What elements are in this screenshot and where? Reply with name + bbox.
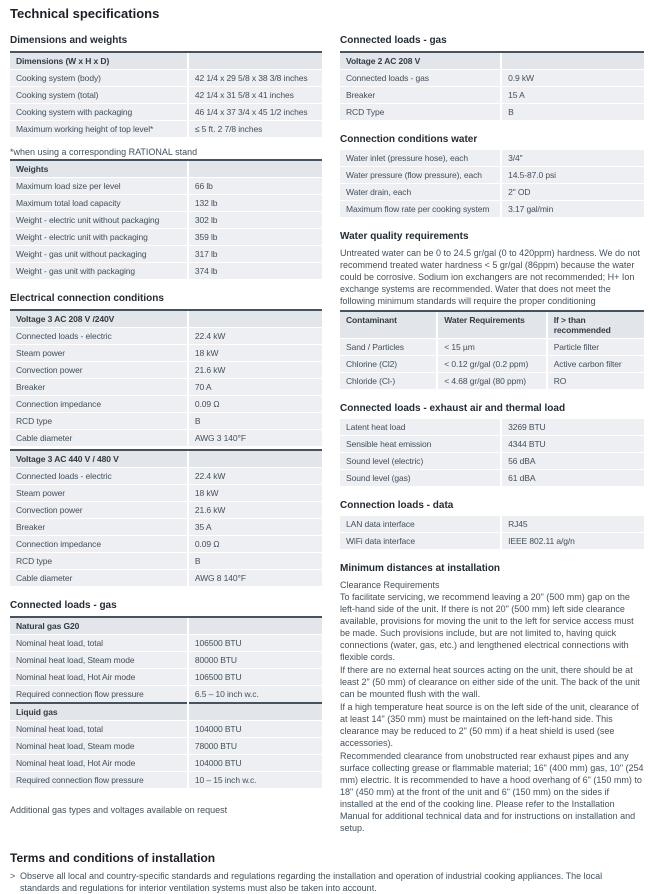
terms-heading: Terms and conditions of installation bbox=[10, 851, 216, 865]
table-row bbox=[10, 246, 322, 263]
spec-value: 18 kW bbox=[188, 345, 322, 362]
spec-label: Sound level (electric) bbox=[340, 453, 501, 470]
table-row bbox=[340, 70, 644, 87]
table-row bbox=[10, 178, 322, 195]
spec-value: < 0.12 gr/gal (0.2 ppm) bbox=[437, 356, 546, 373]
table-row bbox=[10, 87, 322, 104]
spec-label: RCD type bbox=[10, 553, 188, 570]
section-heading-data-connection: Connection loads - data bbox=[340, 500, 454, 511]
section-heading-dimensions-weights: Dimensions and weights bbox=[10, 35, 128, 46]
table-row bbox=[340, 87, 644, 104]
spec-label: Steam power bbox=[10, 345, 188, 362]
electrical-208v-table bbox=[10, 309, 322, 447]
spec-label: Cooking system (body) bbox=[10, 70, 188, 87]
spec-label: Cable diameter bbox=[10, 570, 188, 587]
table-row bbox=[10, 430, 322, 447]
spec-value: < 4.68 gr/gal (80 ppm) bbox=[437, 373, 546, 390]
spec-value: < 15 µm bbox=[437, 339, 546, 356]
spec-value: 6.5 – 10 inch w.c. bbox=[188, 686, 322, 704]
clearance-paragraph: If there are no external heat sources acting on the unit, there should be at least 2" (50 mm) of clearance on either side of the unit. The back of the unit can be mounted flush with the wall. bbox=[340, 665, 640, 699]
table-row bbox=[10, 70, 322, 87]
spec-label: Contaminant bbox=[340, 311, 437, 339]
table-row bbox=[340, 516, 644, 533]
spec-value: Active carbon filter bbox=[547, 356, 644, 373]
spec-value: If > than recommended bbox=[547, 311, 644, 339]
spec-label: Water drain, each bbox=[340, 184, 501, 201]
table-row bbox=[10, 229, 322, 246]
spec-value: 302 lb bbox=[188, 212, 322, 229]
spec-value: 22.4 kW bbox=[188, 468, 322, 485]
spec-label: Convection power bbox=[10, 502, 188, 519]
contaminant-table bbox=[340, 310, 644, 390]
spec-label: Connected loads - electric bbox=[10, 468, 188, 485]
spec-value: 15 A bbox=[501, 87, 644, 104]
spec-value: 106500 BTU bbox=[188, 635, 322, 652]
table-row bbox=[10, 485, 322, 502]
table-row bbox=[340, 184, 644, 201]
table-row bbox=[10, 263, 322, 280]
spec-label: Sensible heat emission bbox=[340, 436, 501, 453]
data-connection-table bbox=[340, 516, 644, 550]
spec-label: RCD Type bbox=[340, 104, 501, 121]
table-row bbox=[10, 379, 322, 396]
spec-value: IEEE 802.11 a/g/n bbox=[501, 533, 644, 550]
spec-label: LAN data interface bbox=[340, 516, 501, 533]
two-column-layout bbox=[10, 31, 642, 835]
spec-value: 61 dBA bbox=[501, 470, 644, 487]
spec-label: Water pressure (flow pressure), each bbox=[340, 167, 501, 184]
spec-value: 18 kW bbox=[188, 485, 322, 502]
spec-value: 70 A bbox=[188, 379, 322, 396]
spec-label: Convection power bbox=[10, 362, 188, 379]
spec-value bbox=[188, 617, 322, 635]
spec-value: 359 lb bbox=[188, 229, 322, 246]
table-row bbox=[10, 553, 322, 570]
spec-label: Chloride (Cl-) bbox=[340, 373, 437, 390]
table-row bbox=[10, 536, 322, 553]
clearance-paragraph: To facilitate servicing, we recommend leaving a 20" (500 mm) gap on the left-hand side of the unit. If there is not 20" (500 mm) left side clearance available, provisions for moving the unit to the left for service access must be made. Such provisions include, but are not limited to, having quick connections (water, gas, etc.) and lengthened electrical connections with flexible cords. bbox=[340, 592, 634, 662]
spec-value: 4344 BTU bbox=[501, 436, 644, 453]
spec-value: RO bbox=[547, 373, 644, 390]
clearance-paragraphs bbox=[340, 591, 644, 834]
spec-value: AWG 3 140°F bbox=[188, 430, 322, 447]
spec-value: 10 – 15 inch w.c. bbox=[188, 772, 322, 789]
spec-value: 3.17 gal/min bbox=[501, 201, 644, 218]
table-row bbox=[10, 212, 322, 229]
spec-label: Natural gas G20 bbox=[10, 617, 188, 635]
spec-label: Breaker bbox=[10, 379, 188, 396]
spec-value: Water Requirements bbox=[437, 311, 546, 339]
spec-label: Required connection flow pressure bbox=[10, 686, 188, 704]
spec-label: Nominal heat load, total bbox=[10, 635, 188, 652]
table-row bbox=[10, 104, 322, 121]
spec-value: 46 1/4 x 37 3/4 x 45 1/2 inches bbox=[188, 104, 322, 121]
spec-value: 42 1/4 x 31 5/8 x 41 inches bbox=[188, 87, 322, 104]
spec-label: Maximum working height of top level* bbox=[10, 121, 188, 138]
spec-label: Connection impedance bbox=[10, 536, 188, 553]
spec-label: Sand / Particles bbox=[340, 339, 437, 356]
spec-value: 66 lb bbox=[188, 178, 322, 195]
spec-label: Nominal heat load, Hot Air mode bbox=[10, 755, 188, 772]
table-section-header-row bbox=[340, 52, 644, 70]
spec-value: 0.9 kW bbox=[501, 70, 644, 87]
spec-label: Weight - gas unit with packaging bbox=[10, 263, 188, 280]
dimensions-footnote: *when using a corresponding RATIONAL stand bbox=[10, 147, 198, 157]
spec-label: WiFi data interface bbox=[340, 533, 501, 550]
section-heading-electrical: Electrical connection conditions bbox=[10, 293, 164, 304]
spec-label: Connected loads - gas bbox=[340, 70, 501, 87]
clearance-requirements-subheading: Clearance Requirements bbox=[340, 580, 440, 590]
table-section-header-row bbox=[10, 160, 322, 178]
table-row bbox=[340, 373, 644, 390]
spec-value: 3269 BTU bbox=[501, 419, 644, 436]
table-row bbox=[10, 755, 322, 772]
exhaust-thermal-table bbox=[340, 419, 644, 487]
spec-label: Cooking system with packaging bbox=[10, 104, 188, 121]
spec-value: RJ45 bbox=[501, 516, 644, 533]
spec-value: Particle filter bbox=[547, 339, 644, 356]
table-row bbox=[10, 195, 322, 212]
table-row bbox=[340, 201, 644, 218]
spec-value: 35 A bbox=[188, 519, 322, 536]
spec-value bbox=[188, 310, 322, 328]
section-heading-gas-loads: Connected loads - gas bbox=[10, 600, 117, 611]
table-row bbox=[10, 519, 322, 536]
gas-loads-table bbox=[10, 616, 322, 789]
table-row bbox=[10, 772, 322, 789]
electrical-440v-table bbox=[10, 449, 322, 587]
spec-value: 14.5-87.0 psi bbox=[501, 167, 644, 184]
spec-value: 42 1/4 x 29 5/8 x 38 3/8 inches bbox=[188, 70, 322, 87]
spec-value: 3/4" bbox=[501, 150, 644, 167]
table-section-header-row bbox=[10, 310, 322, 328]
table-row bbox=[340, 533, 644, 550]
spec-value: 106500 BTU bbox=[188, 669, 322, 686]
spec-label: Nominal heat load, total bbox=[10, 721, 188, 738]
table-row bbox=[340, 419, 644, 436]
table-section-header-row bbox=[10, 52, 322, 70]
spec-label: Sound level (gas) bbox=[340, 470, 501, 487]
table-row bbox=[10, 686, 322, 704]
gas-voltage-table bbox=[340, 51, 644, 121]
spec-label: Voltage 3 AC 208 V /240V bbox=[10, 310, 188, 328]
section-heading-exhaust-thermal: Connected loads - exhaust air and thermal load bbox=[340, 403, 566, 414]
spec-label: Liquid gas bbox=[10, 703, 188, 721]
table-section-header-row bbox=[10, 450, 322, 468]
spec-label: Weight - electric unit with packaging bbox=[10, 229, 188, 246]
table-section-header-row bbox=[10, 703, 322, 721]
spec-value: B bbox=[188, 413, 322, 430]
table-row bbox=[10, 502, 322, 519]
bullet-chevron: > bbox=[10, 871, 16, 881]
spec-value bbox=[188, 450, 322, 468]
weights-table bbox=[10, 159, 322, 280]
spec-label: Maximum load size per level bbox=[10, 178, 188, 195]
table-row bbox=[340, 453, 644, 470]
gas-note: Additional gas types and voltages available on request bbox=[10, 805, 228, 815]
table-row bbox=[10, 413, 322, 430]
water-connection-table bbox=[340, 150, 644, 218]
spec-label: RCD type bbox=[10, 413, 188, 430]
table-row bbox=[10, 121, 322, 138]
section-heading-water-quality: Water quality requirements bbox=[340, 231, 469, 242]
spec-value: 80000 BTU bbox=[188, 652, 322, 669]
table-row bbox=[10, 362, 322, 379]
spec-label: Chlorine (Cl2) bbox=[340, 356, 437, 373]
table-row bbox=[340, 339, 644, 356]
table-row bbox=[340, 104, 644, 121]
table-row bbox=[340, 436, 644, 453]
dimensions-table bbox=[10, 51, 322, 138]
table-row bbox=[10, 738, 322, 755]
water-quality-paragraph: Untreated water can be 0 to 24.5 gr/gal (0 to 420ppm) hardness. We do not recommend treated water hardness < 5 gr/gal (86ppm) because the water could be corrosive. Sodium ion exchangers are not recommended; H+ Ion exchange systems are recommended. Water that does not meet the following minimum standards will require the proper conditioning bbox=[340, 248, 641, 306]
table-row bbox=[10, 635, 322, 652]
table-row bbox=[340, 150, 644, 167]
spec-label: Maximum total load capacity bbox=[10, 195, 188, 212]
spec-label: Latent heat load bbox=[340, 419, 501, 436]
spec-value: 0.09 Ω bbox=[188, 536, 322, 553]
table-row bbox=[10, 468, 322, 485]
table-row bbox=[10, 721, 322, 738]
table-row bbox=[10, 396, 322, 413]
spec-label: Cable diameter bbox=[10, 430, 188, 447]
spec-label: Nominal heat load, Hot Air mode bbox=[10, 669, 188, 686]
spec-value: ≤ 5 ft. 2 7/8 inches bbox=[188, 121, 322, 138]
section-heading-gas-loads-2: Connected loads - gas bbox=[340, 35, 447, 46]
table-row bbox=[340, 356, 644, 373]
clearance-paragraph: Recommended clearance from unobstructed rear exhaust pipes and any surface collecting grease or flammable material; 16" (400 mm) gas, 10" (254 mm) electric. It is recommended to have a hood overhang of 6" (150 mm) to 18" (450 mm) at the front of the unit and 6" (150 mm) on the sides if installed at the end of the cooking line. Please refer to the Installation Manual for additional technical data and for instructions on installation and setup. bbox=[340, 751, 644, 833]
spec-value: B bbox=[188, 553, 322, 570]
table-row bbox=[340, 167, 644, 184]
spec-value: 56 dBA bbox=[501, 453, 644, 470]
spec-label: Weights bbox=[10, 160, 188, 178]
spec-label: Steam power bbox=[10, 485, 188, 502]
table-section-header-row bbox=[340, 311, 644, 339]
spec-label: Cooking system (total) bbox=[10, 87, 188, 104]
clearance-paragraph: If a high temperature heat source is on the left side of the unit, clearance of at least 14" (350 mm) must be maintained on the left-hand side. This clearance may be reduced to 2" (50 mm) if a heat shield is used (see accessories). bbox=[340, 702, 639, 748]
spec-label: Weight - electric unit without packaging bbox=[10, 212, 188, 229]
spec-label: Required connection flow pressure bbox=[10, 772, 188, 789]
terms-bullet-item bbox=[10, 870, 642, 894]
spec-value: 374 lb bbox=[188, 263, 322, 280]
spec-value bbox=[188, 52, 322, 70]
spec-value: B bbox=[501, 104, 644, 121]
table-row bbox=[10, 669, 322, 686]
spec-label: Breaker bbox=[340, 87, 501, 104]
spec-label: Weight - gas unit without packaging bbox=[10, 246, 188, 263]
spec-value: 0.09 Ω bbox=[188, 396, 322, 413]
section-heading-water-connection: Connection conditions water bbox=[340, 134, 478, 145]
spec-label: Water inlet (pressure hose), each bbox=[340, 150, 501, 167]
spec-value: AWG 8 140°F bbox=[188, 570, 322, 587]
spec-label: Connection impedance bbox=[10, 396, 188, 413]
spec-value: 104000 BTU bbox=[188, 755, 322, 772]
spec-label: Voltage 3 AC 440 V / 480 V bbox=[10, 450, 188, 468]
spec-label: Connected loads - electric bbox=[10, 328, 188, 345]
spec-value bbox=[188, 703, 322, 721]
section-heading-min-distances: Minimum distances at installation bbox=[340, 563, 501, 574]
table-row bbox=[10, 345, 322, 362]
spec-value: 21.6 kW bbox=[188, 362, 322, 379]
spec-label: Nominal heat load, Steam mode bbox=[10, 738, 188, 755]
spec-label: Maximum flow rate per cooking system bbox=[340, 201, 501, 218]
terms-bullet-text: Observe all local and country-specific standards and regulations regarding the installation and operation of industrial cooking appliances. The local standards and regulations for interior ventilation systems must also be taken into account. bbox=[20, 871, 603, 893]
spec-value: 21.6 kW bbox=[188, 502, 322, 519]
page-title: Technical specifications bbox=[10, 6, 160, 21]
spec-value: 2" OD bbox=[501, 184, 644, 201]
table-row bbox=[10, 570, 322, 587]
spec-label: Dimensions (W x H x D) bbox=[10, 52, 188, 70]
table-row bbox=[10, 652, 322, 669]
table-section-header-row bbox=[10, 617, 322, 635]
table-row bbox=[340, 470, 644, 487]
terms-section bbox=[10, 851, 642, 894]
right-column bbox=[340, 31, 644, 835]
spec-label: Breaker bbox=[10, 519, 188, 536]
spec-value bbox=[188, 160, 322, 178]
spec-value: 104000 BTU bbox=[188, 721, 322, 738]
spec-value: 132 lb bbox=[188, 195, 322, 212]
spec-label: Voltage 2 AC 208 V bbox=[340, 52, 501, 70]
spec-value bbox=[501, 52, 644, 70]
table-row bbox=[10, 328, 322, 345]
spec-label: Nominal heat load, Steam mode bbox=[10, 652, 188, 669]
spec-value: 78000 BTU bbox=[188, 738, 322, 755]
spec-value: 317 lb bbox=[188, 246, 322, 263]
left-column bbox=[10, 31, 322, 835]
spec-value: 22.4 kW bbox=[188, 328, 322, 345]
